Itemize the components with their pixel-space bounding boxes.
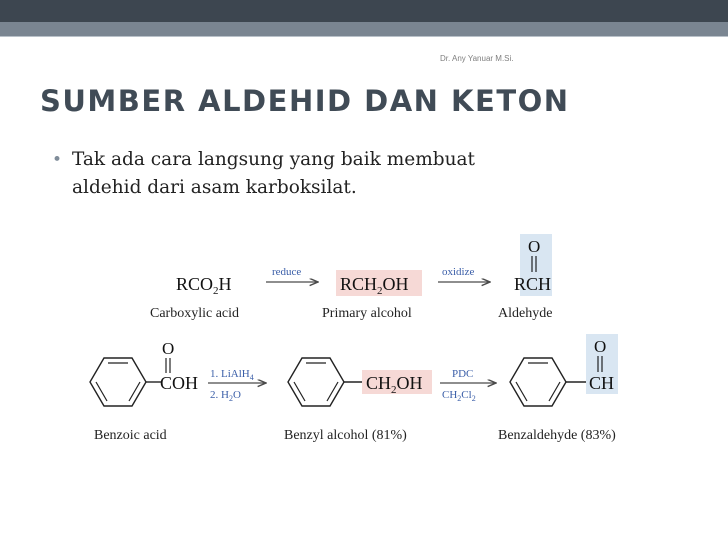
slide-title: SUMBER ALDEHID DAN KETON — [40, 84, 570, 118]
aldehyde-label: Aldehyde — [498, 306, 553, 321]
rch2oh-formula: $RCH_2OH$ — [340, 274, 409, 297]
ch-group: CH — [589, 373, 615, 393]
benzyl-alcohol-ring — [288, 358, 344, 406]
benzoic-acid-label: Benzoic acid — [94, 428, 167, 443]
benzaldehyde-oxygen: O — [594, 337, 607, 356]
bullet-line-2: aldehid dari asam karboksilat. — [72, 177, 357, 198]
reaction-scheme — [0, 230, 728, 460]
oxidize-label: oxidize — [442, 266, 475, 278]
rco2h-formula: $RCO_2H$ — [176, 274, 232, 297]
benzyl-ring-inner-2 — [327, 382, 338, 401]
h2o-label: 2. $H_2O$ — [210, 389, 241, 403]
benzaldehyde-ring — [510, 358, 566, 406]
benzoic-ring-inner-2 — [129, 382, 140, 401]
primary-alcohol-label: Primary alcohol — [322, 306, 412, 321]
bullet-item — [52, 146, 672, 202]
author-label: Dr. Any Yanuar M.Si. — [440, 54, 514, 63]
benzyl-alcohol-label: Benzyl alcohol (81%) — [284, 428, 407, 443]
rch-formula: RCH — [514, 274, 552, 294]
benzoic-ring-inner-3 — [96, 382, 107, 401]
bullet-dot-icon: • — [52, 150, 63, 170]
benzoic-oxygen: O — [162, 339, 175, 358]
benzaldehyde-ring-inner-3 — [516, 382, 527, 401]
slide-top-line — [0, 36, 728, 37]
ch2cl2-label: $CH_2Cl_2$ — [442, 389, 476, 403]
reduce-label: reduce — [272, 266, 302, 278]
benzaldehyde-ring-inner-2 — [549, 382, 560, 401]
bullet-line-1: Tak ada cara langsung yang baik membuat — [72, 149, 475, 170]
benzoic-acid-ring — [90, 358, 146, 406]
benzaldehyde-label: Benzaldehyde (83%) — [498, 428, 616, 443]
slide-top-bar — [0, 0, 728, 22]
carboxylic-acid-label: Carboxylic acid — [150, 306, 240, 321]
pdc-label: PDC — [452, 368, 474, 380]
coh-group: COH — [160, 373, 199, 393]
benzyl-ring-inner-3 — [294, 382, 305, 401]
aldehyde-oxygen: O — [528, 237, 541, 256]
slide-top-band — [0, 22, 728, 36]
lialh4-label: 1. LiAlH$_4$ — [210, 368, 254, 382]
ch2oh-group: $CH_2OH$ — [366, 373, 423, 396]
